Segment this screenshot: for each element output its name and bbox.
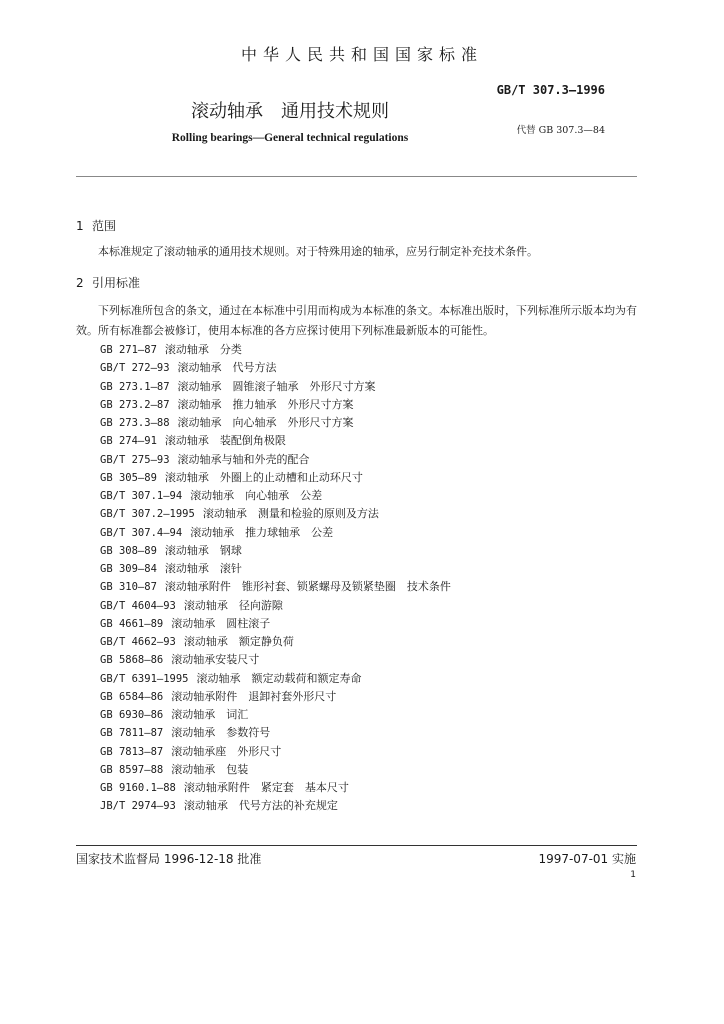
reference-item [100,359,451,377]
footer-divider [76,845,637,846]
reference-code: GB 273.1—87 [100,380,170,393]
reference-title: 滚动轴承 代号方法 [177,361,277,375]
approval-line: 国家技术监督局 1996-12-18 批准 [76,852,262,866]
reference-item [100,670,451,688]
reference-code: GB/T 307.1—94 [100,490,183,502]
document-title-english: Rolling bearings—General technical regulations [171,132,409,144]
reference-title: 滚动轴承 推力轴承 外形尺寸方案 [177,397,354,411]
section-1-body [76,242,638,262]
reference-title: 滚动轴承 圆锥滚子轴承 外形尺寸方案 [177,379,376,393]
national-standard-banner: 中华人民共和国国家标准 [240,45,483,64]
reference-title: 滚动轴承 滚针 [164,562,242,575]
reference-item [100,414,451,432]
reference-title: 滚动轴承 径向游隙 [183,598,283,612]
reference-item [100,779,451,797]
reference-code: GB/T 6391—1995 [100,672,189,685]
reference-title: 滚动轴承附件 退卸衬套外形尺寸 [171,689,337,703]
reference-item [100,578,451,596]
section-title: 引用标准 [92,276,141,290]
section-2-body [76,301,638,341]
reference-title: 滚动轴承 额定静负荷 [183,635,294,648]
section-number: 1 [76,219,84,233]
reference-title: 滚动轴承附件 锥形衬套、锁紧螺母及锁紧垫圈 技术条件 [164,580,451,594]
reference-item [100,724,451,742]
references-intro-text: 下列标准所包含的条文，通过在本标准中引用而构成为本标准的条文。本标准出版时，下列标准所示版本均为有效。所有标准都会被修订，使用本标准的各方应探讨使用下列标准最新版本的可能性。 [76,304,637,337]
reference-title: 滚动轴承 向心轴承 外形尺寸方案 [177,416,354,429]
reference-code: GB 310—87 [100,581,157,594]
reference-code: GB/T 4604—93 [100,599,176,612]
reference-item [100,797,451,815]
reference-code: GB/T 275—93 [100,453,170,466]
reference-title: 滚动轴承 包装 [171,762,249,776]
reference-code: GB/T 307.4—94 [100,526,183,539]
reference-code: JB/T 2974—93 [100,800,176,813]
reference-item [100,378,451,396]
reference-item [100,615,451,633]
reference-title: 滚动轴承座 外形尺寸 [171,744,282,758]
reference-title: 滚动轴承 装配倒角极限 [164,434,286,448]
reference-item [100,487,451,505]
reference-code: GB 8597—88 [100,763,164,776]
reference-title: 滚动轴承 向心轴承 公差 [190,489,323,502]
reference-code: GB 305—89 [100,471,157,484]
reference-code: GB 7813—87 [100,745,164,758]
reference-item [100,524,451,542]
referenced-standards-list [100,341,451,816]
reference-title: 滚动轴承 额定动载荷和额定寿命 [196,671,362,685]
reference-item [100,597,451,615]
reference-title: 滚动轴承 推力球轴承 公差 [190,525,334,539]
reference-code: GB 309—84 [100,563,157,575]
reference-title: 滚动轴承附件 紧定套 基本尺寸 [183,781,349,794]
reference-code: GB 6584—86 [100,690,164,703]
reference-title: 滚动轴承 钢球 [164,543,242,557]
reference-code: GB/T 4662—93 [100,636,176,648]
reference-item [100,706,451,724]
reference-code: GB 308—89 [100,544,157,557]
reference-title: 滚动轴承 词汇 [171,708,249,721]
reference-item [100,651,451,669]
reference-item [100,432,451,450]
reference-item [100,451,451,469]
section-title: 范围 [92,219,117,233]
reference-code: GB 273.3—88 [100,417,170,429]
reference-code: GB 4661—89 [100,617,164,630]
replaces-standard-note: 代替 GB 307.3—84 [516,125,605,136]
reference-item [100,688,451,706]
reference-code: GB/T 272—93 [100,362,170,375]
document-title-chinese: 滚动轴承 通用技术规则 [191,101,389,122]
standard-number: GB/T 307.3—1996 [496,83,605,97]
reference-item [100,761,451,779]
reference-item [100,396,451,414]
reference-title: 滚动轴承安装尺寸 [171,653,260,667]
reference-item [100,505,451,523]
section-number: 2 [76,276,84,290]
reference-code: GB 9160.1—88 [100,782,176,794]
scope-text: 本标准规定了滚动轴承的通用技术规则。对于特殊用途的轴承，应另行制定补充技术条件。 [98,245,538,258]
header-divider [76,176,637,177]
reference-code: GB 274—91 [100,435,157,448]
reference-item [100,743,451,761]
reference-title: 滚动轴承 圆柱滚子 [171,616,271,630]
section-1-heading [76,217,116,234]
reference-item [100,560,451,578]
reference-code: GB 273.2—87 [100,398,170,411]
section-2-heading [76,274,140,291]
implementation-date: 1997-07-01 实施 [538,852,636,866]
reference-item [100,341,451,359]
reference-code: GB 6930—86 [100,709,164,721]
reference-title: 滚动轴承 参数符号 [171,726,271,740]
reference-title: 滚动轴承 测量和检验的原则及方法 [202,507,379,521]
reference-title: 滚动轴承与轴和外壳的配合 [177,452,310,466]
reference-title: 滚动轴承 外圈上的止动槽和止动环尺寸 [164,470,363,484]
reference-item [100,469,451,487]
reference-item [100,542,451,560]
reference-code: GB/T 307.2—1995 [100,508,195,521]
page-number: 1 [630,870,636,880]
reference-item [100,633,451,651]
reference-title: 滚动轴承 分类 [164,343,242,356]
reference-code: GB 271—87 [100,344,157,356]
reference-code: GB 5868—86 [100,654,164,667]
reference-code: GB 7811—87 [100,727,164,740]
reference-title: 滚动轴承 代号方法的补充规定 [183,799,338,813]
